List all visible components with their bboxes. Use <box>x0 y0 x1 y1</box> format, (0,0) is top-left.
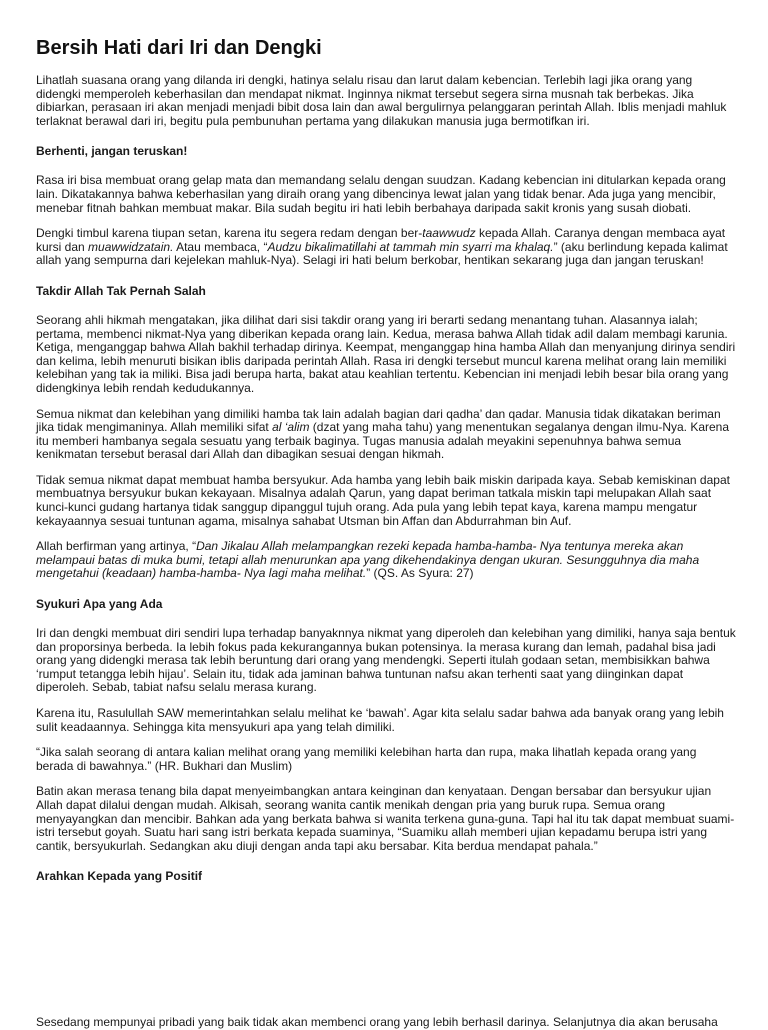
document-page <box>36 36 736 899</box>
text-segment: ” (QS. As Syura: 27) <box>366 566 474 581</box>
text-segment: Batin akan merasa tenang bila dapat menyeimbangkan antara keinginan dan kenyataan. Dengan bersabar dan bersyukur ujian Allah dapat dilalui dengan mudah. Alkisah, seorang wanita cantik menikah dengan pria yang buruk rupa. Semua orang menyayangkan dan mencibir. Bahkan ada yang berkata bahwa si wanita terkena guna-guna. Tapi hal itu tak dapat membuat suami-istri tersebut goyah. Suatu hari sang istri berkata kepada suaminya, “Suamiku allah memberi ujian kepadamu berupa istri yang cantik, bersyukurlah. Sedangkan aku diuji dengan anda tapi aku bersabar. Kita berdua mendapat pahala.” <box>36 784 735 853</box>
text-segment: Seorang ahli hikmah mengatakan, jika dilihat dari sisi takdir orang yang iri berarti sedang menantang tuhan. Alasannya ialah; pertama, membenci nikmat-Nya yang diberikan kepada orang lain. Kedua, merasa bahwa Allah tidak adil dalam membagi karunia. Ketiga, menganggap bahwa Allah bakhil terhadap dirinya. Keempat, menganggap hina hamba Allah dan menyanjung dirinya sendiri dan kelima, lebih menuruti bisikan iblis daripada perintah Allah. Rasa iri dengki tersebut muncul karena melihat orang lain memiliki kelebihan yang tak ia miliki. Bisa jadi berupa harta, bakat atau keahlian tertentu. Kebencian ini menjadi lebih besar bila orang yang didengkinya lebih rendah kedudukannya. <box>36 312 736 395</box>
cutoff-line: Sesedang mempunyai pribadi yang baik tidak akan membenci orang yang lebih berhasil darinya. Selanjutnya dia akan berusaha <box>36 1016 718 1029</box>
paragraph <box>36 785 736 853</box>
paragraph <box>36 746 736 773</box>
text-segment: “Jika salah seorang di antara kalian melihat orang yang memiliki kelebihan harta dan rupa, maka lihatlah kepada orang yang berada di bawahnya.” (HR. Bukhari dan Muslim) <box>36 745 697 773</box>
section-heading: Arahkan Kepada yang Positif <box>36 869 203 884</box>
text-segment: Lihatlah suasana orang yang dilanda iri dengki, hatinya selalu risau dan larut dalam kebencian. Terlebih lagi jika orang yang didengki memperoleh keberhasilan dan mendapat nikmat. Inginnya nikmat tersebut segera sirna musnah tak berbekas. Jika dibiarkan, perasaan iri akan menjadi menjadi bibit dosa lain dan awal bergulirnya pelanggaran perintah Allah. Iblis menjadi mahluk terlaknat berawal dari iri, begitu pula pembunuhan pertama yang dilakukan manusia juga bermotifkan iri. <box>36 73 727 128</box>
paragraph <box>36 74 736 128</box>
italic-text: Dan Jikalau Allah melampangkan rezeki kepada hamba-hamba- Nya tentunya mereka akan melampaui batas di muka bumi, tetapi allah menurunkan apa yang dikehendakinya dengan ukuran. Sesungguhnya dia maha mengetahui (keadaan) hamba-hamba- Nya lagi maha melihat. <box>36 539 700 581</box>
paragraph <box>36 227 736 268</box>
text-segment: Atau membaca, “ <box>173 239 268 254</box>
paragraph <box>36 174 736 215</box>
paragraph <box>36 540 736 581</box>
italic-text: taawwudz <box>422 226 476 241</box>
text-segment: Allah berfirman yang artinya, “ <box>36 539 197 554</box>
text-segment: Karena itu, Rasulullah SAW memerintahkan selalu melihat ke ‘bawah’. Agar kita selalu sadar bahwa ada banyak orang yang lebih sulit keadaannya. Sehingga kita mensyukuri apa yang telah dimiliki. <box>36 706 724 734</box>
paragraph <box>36 474 736 528</box>
paragraph <box>36 314 736 396</box>
text-segment: Iri dan dengki membuat diri sendiri lupa terhadap banyaknnya nikmat yang diperoleh dan kelebihan yang dimiliki, hanya saja bentuk dan proporsinya berbeda. Ia lebih fokus pada kekurangannya bukan potensinya. Ia merasa kurang dan lemah, padahal bisa jadi orang yang didengki merasa tak lebih beruntung dari orang yang mendengki. Seperti itulah godaan setan, membisikkan bahwa ‘rumput tetangga lebih hijau’. Selain itu, tidak ada jaminan bahwa tuntunan nafsu akan terhenti saat yang diinginkan dapat diperoleh. Sebab, tabiat nafsu selalu merasa kurang. <box>36 626 736 695</box>
text-segment: Dengki timbul karena tiupan setan, karena itu segera redam dengan ber- <box>36 226 423 241</box>
document-title: Bersih Hati dari Iri dan Dengki <box>36 37 322 59</box>
text-segment: ” (aku berlindung kepada kalimat allah yang sempurna dari kejelekan mahluk-Nya). Selagi iri hati belum berkobar, hentikan sekarang juga dan jangan teruskan! <box>36 239 728 268</box>
paragraph <box>36 627 736 695</box>
italic-text: al ‘alim <box>272 420 310 435</box>
paragraph <box>36 408 736 462</box>
text-segment: (dzat yang maha tahu) yang menentukan segalanya dengan ilmu-Nya. Karena itu memberi hambanya segala sesuatu yang terbaik baginya. Tugas manusia adalah meyakini sepenuhnya bahwa semua kenikmatan tersebut berasal dari Allah dan dibagikan sesuai dengan hikmah. <box>36 420 730 462</box>
italic-text: Audzu bikalimatillahi at tammah min syarri ma khalaq. <box>267 239 554 254</box>
section-heading: Syukuri Apa yang Ada <box>36 597 163 612</box>
section-heading: Berhenti, jangan teruskan! <box>36 144 188 159</box>
document-body <box>36 74 736 883</box>
italic-text: muawwidzatain. <box>88 239 174 254</box>
text-segment: Semua nikmat dan kelebihan yang dimiliki hamba tak lain adalah bagian dari qadha’ dan qadar. Manusia tidak dikatakan beriman jika tidak mengimaninya. Allah memiliki sifat <box>36 406 721 435</box>
paragraph <box>36 707 736 734</box>
text-segment: Tidak semua nikmat dapat membuat hamba bersyukur. Ada hamba yang lebih baik miskin daripada kaya. Sebab kemiskinan dapat membuatnya bersyukur bukan kekayaan. Misalnya adalah Qarun, yang dapat beriman tatkala miskin tapi melupakan Allah saat kunci-kunci gudang hartanya tidak sanggup dipanggul tujuh orang. Ada pula yang lebih tepat kaya, karena mampu mengatur kekayaannya sesuai tuntunan agama, misalnya sahabat Utsman bin Affan dan Abdurrahman bin Auf. <box>36 472 730 528</box>
section-heading: Takdir Allah Tak Pernah Salah <box>36 283 206 298</box>
text-segment: kepada Allah. Caranya dengan membaca ayat kursi dan <box>36 226 726 254</box>
text-segment: Rasa iri bisa membuat orang gelap mata dan memandang selalu dengan suudzan. Kadang kebencian ini ditularkan kepada orang lain. Dikatakannya bahwa keberhasilan yang diraih orang yang dibencinya lewat jalan yang tidak benar. Ada juga yang mencibir, menebar fitnah bahkan membuat makar. Bila sudah begitu iri hati lebih berbahaya daripada sakit kronis yang susah diobati. <box>36 173 726 215</box>
